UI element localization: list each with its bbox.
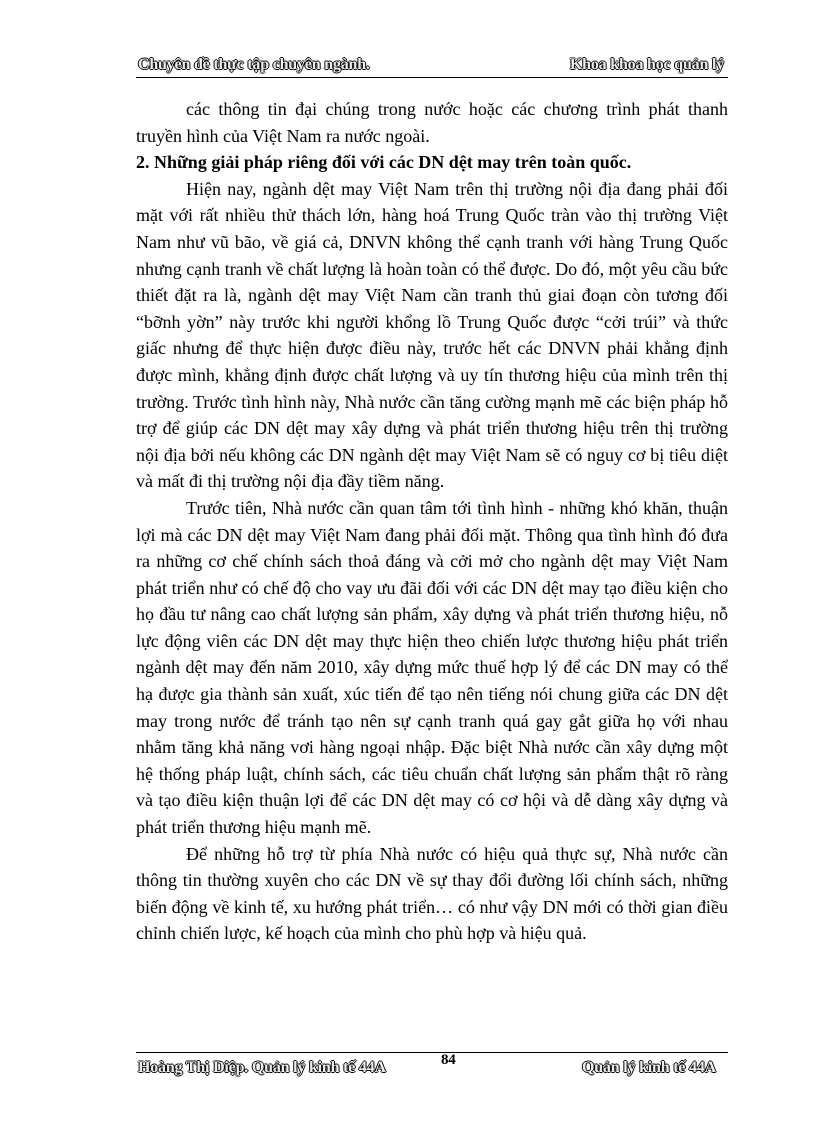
page-number: 84: [441, 1052, 456, 1068]
paragraph-2: Trước tiên, Nhà nước cần quan tâm tới tình hình - những khó khăn, thuận lợi mà các DN dệt may Việt Nam đang phải đối mặt. Thông qua tình hình đó đưa ra những cơ chế chính sách thoả đáng và cởi mở cho ngành dệt may Việt Nam phát triển như có chế độ cho vay ưu đãi đối với các DN dệt may tạo điều kiện cho họ đầu tư nâng cao chất lượng sản phẩm, xây dựng và phát triển thương hiệu, nỗ lực động viên các DN dệt may thực hiện theo chiến lược thương hiệu phát triển ngành dệt may đến năm 2010, xây dựng mức thuế hợp lý để các DN may có thể hạ được gia thành sản xuất, xúc tiến để tạo nên tiếng nói chung giữa các DN dệt may trong nước để tránh tạo nên sự cạnh tranh quá gay gắt giữa họ với nhau nhằm tăng khả năng vơi hàng ngoại nhập. Đặc biệt Nhà nước cần xây dựng một hệ thống pháp luật, chính sách, các tiêu chuẩn chất lượng sản phẩm thật rõ ràng và tạo điều kiện thuận lợi để các DN dệt may có cơ hội và dễ dàng xây dựng và phát triển thương hiệu mạnh mẽ.: [136, 497, 728, 838]
page-footer: [136, 1052, 728, 1087]
header-right-title: Khoa khoa học quản lý: [569, 56, 724, 73]
footer-course: Quản lý kinh tế 44A: [581, 1059, 716, 1076]
paragraph-3: Để những hỗ trợ từ phía Nhà nước có hiệu quả thực sự, Nhà nước cần thông tin thường xuyên cho các DN về sự thay đổi đường lối chính sách, những biến động về kinh tế, xu hướng phát triển… có như vậy DN mới có thời gian điều chỉnh chiến lược, kế hoạch của mình cho phù hợp và hiệu quả.: [136, 843, 728, 944]
page-header: [136, 46, 728, 78]
page-body: [136, 96, 728, 947]
paragraph-1: Hiện nay, ngành dệt may Việt Nam trên thị trường nội địa đang phải đối mặt với rất nhiều thử thách lớn, hàng hoá Trung Quốc tràn vào thị trường Việt Nam như vũ bão, về giá cả, DNVN không thể cạnh tranh với hàng Trung Quốc nhưng cạnh tranh về chất lượng là hoàn toàn có thể được. Do đó, một yêu cầu bức thiết đặt ra là, ngành dệt may Việt Nam cần tranh thủ giai đoạn còn tương đối “bỡnh yờn” này trước khi người khổng lồ Trung Quốc được “cởi trúi” và thức giấc nhưng để thực hiện được điều này, trước hết các DNVN phải khẳng định được mình, khẳng định được chất lượng và uy tín thương hiệu của mình trên thị trường. Trước tình hình này, Nhà nước cần tăng cường mạnh mẽ các biện pháp hỗ trợ để giúp các DN dệt may xây dựng và phát triển thương hiệu trên thị trường nội địa bởi nếu không các DN ngành dệt may Việt Nam sẽ có nguy cơ bị tiêu diệt và mất đi thị trường nội địa đầy tiềm năng.: [136, 178, 728, 492]
section-heading: 2. Những giải pháp riêng đối với các DN dệt may trên toàn quốc.: [136, 152, 632, 173]
header-left-title: Chuyên đề thực tập chuyên ngành.: [138, 56, 370, 73]
footer-author: Hoàng Thị Diệp. Quản lý kinh tế 44A: [138, 1059, 386, 1076]
paragraph-continuation: các thông tin đại chúng trong nước hoặc các chương trình phát thanh truyền hình của Việt Nam ra nước ngoài.: [136, 99, 728, 146]
